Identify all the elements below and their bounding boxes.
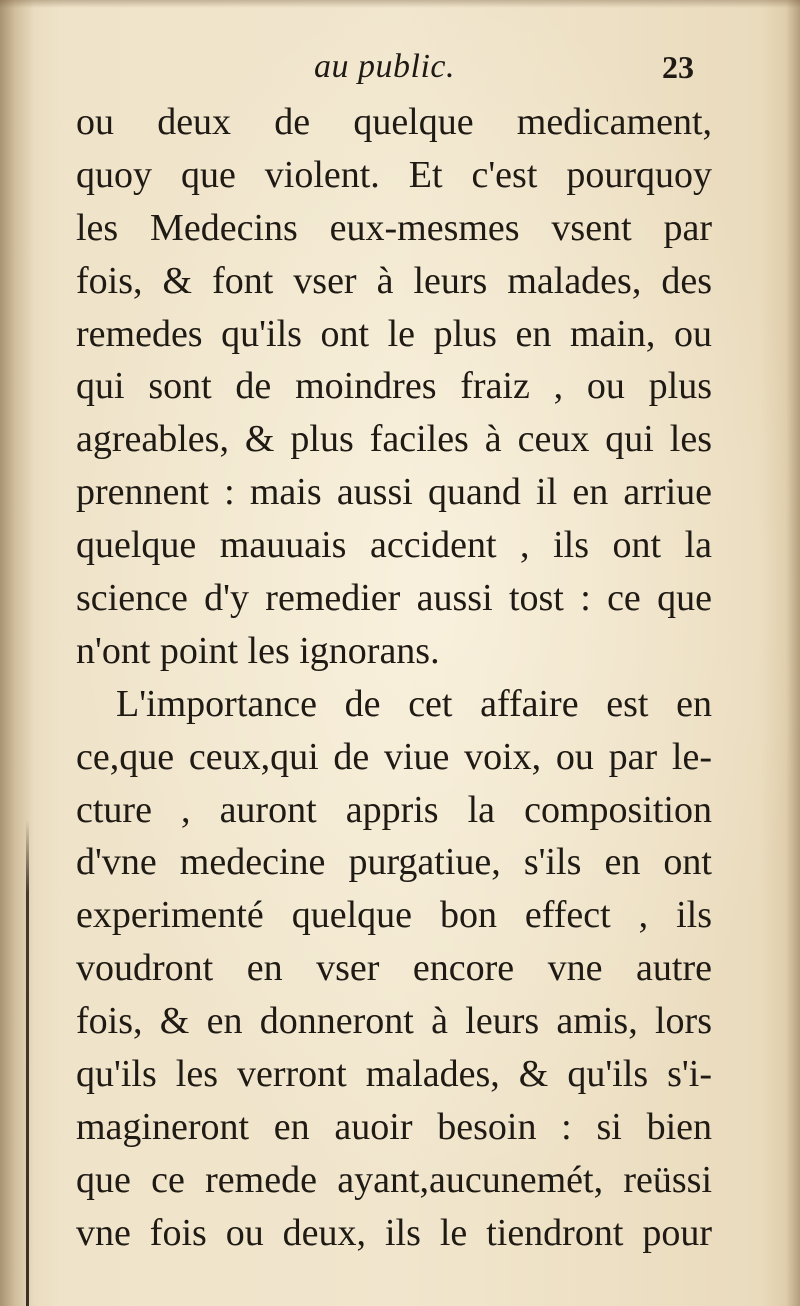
- text-line: remedes qu'ils ont le plus en main, ou: [76, 312, 712, 355]
- text-line: qui sont de moindres fraiz , ou plus: [76, 365, 712, 408]
- binding-edge-line: [26, 820, 29, 1306]
- text-line: les Medecins eux-mesmes vsent par: [76, 206, 712, 249]
- text-line: agreables, & plus faciles à ceux qui les: [76, 418, 712, 461]
- page-right-edge: [786, 0, 800, 1306]
- text-line: fois, & en donneront à leurs amis, lors: [76, 1000, 712, 1043]
- text-line: n'ont point les ignorans.: [76, 629, 440, 672]
- text-line: ou deux de quelque medicament,: [76, 101, 712, 143]
- text-line: voudront en vser encore vne autre: [76, 947, 712, 990]
- text-line: cture , auront appris la composition: [76, 788, 712, 831]
- text-line: L'importance de cet affaire est en: [116, 682, 712, 725]
- text-line: quelque mauuais accident , ils ont la: [76, 524, 712, 567]
- text-line: fois, & font vser à leurs malades, des: [76, 259, 712, 302]
- text-line: vne fois ou deux, ils le tiendront pour: [76, 1211, 712, 1254]
- text-line: qu'ils les verront malades, & qu'ils s'i-: [76, 1053, 712, 1096]
- text-line: magineront en auoir besoin : si bien: [76, 1105, 712, 1148]
- text-line: experimenté quelque bon effect , ils: [76, 894, 712, 937]
- text-line: que ce remede ayant,aucunemét, reüssi: [76, 1158, 712, 1201]
- page-top-edge: [0, 0, 800, 8]
- text-line: quoy que violent. Et c'est pourquoy: [76, 153, 712, 196]
- text-line: prennent : mais aussi quand il en arriue: [76, 471, 712, 514]
- text-line: d'vne medecine purgatiue, s'ils en ont: [76, 841, 712, 884]
- page-number: 23: [662, 49, 694, 85]
- body-text: [76, 96, 712, 1260]
- text-line: science d'y remedier aussi tost : ce que: [76, 577, 712, 620]
- text-line: ce,que ceux,qui de viue voix, ou par le-: [76, 735, 712, 778]
- running-head: au public.: [314, 48, 455, 85]
- page-header: [0, 44, 800, 90]
